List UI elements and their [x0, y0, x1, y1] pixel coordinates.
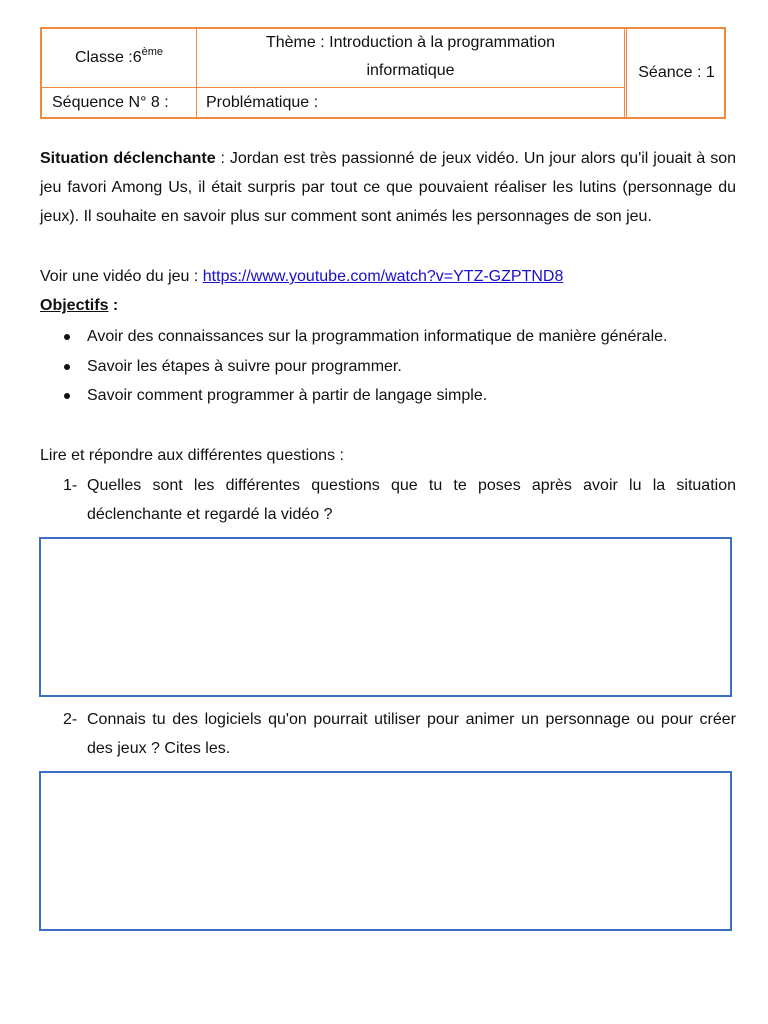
objectifs-list	[40, 322, 740, 411]
objectifs-colon: :	[108, 297, 119, 314]
list-item-text: Savoir les étapes à suivre pour programmer.	[87, 357, 402, 375]
question-number: 1-	[63, 477, 78, 494]
seance-cell	[626, 29, 726, 117]
question-text: Connais tu des logiciels qu'on pourrait utiliser pour animer un personnage ou pour créer des jeux ? Cites les.	[87, 711, 736, 757]
theme-cell	[197, 29, 625, 88]
question-text: Quelles sont les différentes questions que tu te poses après avoir lu la situation déclenchante et regardé la vidéo ?	[87, 477, 736, 523]
situation-title: Situation déclenchante	[40, 150, 216, 167]
list-item-text: Savoir comment programmer à partir de langage simple.	[87, 387, 488, 404]
answer-box-2[interactable]	[39, 771, 732, 931]
classe-cell	[42, 29, 197, 88]
theme-line-1: Thème : Introduction à la programmation	[265, 34, 556, 51]
instructions: Lire et répondre aux différentes questions :	[40, 447, 344, 464]
video-link[interactable]: https://www.youtube.com/watch?v=YTZ-GZPTND8	[202, 268, 564, 285]
classe-label: Classe :6	[74, 49, 142, 66]
problematique-cell	[197, 88, 625, 117]
video-line	[40, 262, 736, 291]
classe-superscript: ème	[141, 46, 164, 58]
list-item	[40, 352, 740, 382]
list-item	[40, 322, 740, 352]
question-number: 2-	[63, 711, 78, 728]
answer-box-1[interactable]	[39, 537, 732, 697]
sequence-label: Séquence N° 8 :	[52, 93, 169, 111]
seance-label: Séance : 1	[638, 64, 715, 81]
question-1	[63, 471, 736, 529]
theme-line-2: informatique	[366, 62, 455, 79]
list-item-text: Avoir des connaissances sur la programmation informatique de manière générale.	[87, 328, 668, 345]
objectifs-title: Objectifs	[40, 297, 109, 314]
question-2	[63, 705, 736, 763]
list-item	[40, 381, 740, 411]
bullet-icon	[64, 364, 70, 370]
header-table	[40, 27, 726, 119]
bullet-icon	[64, 334, 70, 340]
situation-paragraph	[40, 144, 736, 231]
problematique-label: Problématique :	[206, 93, 319, 111]
bullet-icon	[64, 393, 70, 399]
objectifs-heading	[40, 291, 736, 320]
sequence-cell	[42, 88, 197, 117]
situation-text: : Jordan est très passionné de jeux vidéo. Un jour alors qu'il jouait à son jeu favori Among Us, il était surpris par tout ce que pouvaient réaliser les lutins (personnage du jeux). Il souhaite en savoir plus sur comment sont animés les personnages de son jeu.	[40, 150, 737, 225]
video-label: Voir une vidéo du jeu :	[40, 268, 203, 285]
